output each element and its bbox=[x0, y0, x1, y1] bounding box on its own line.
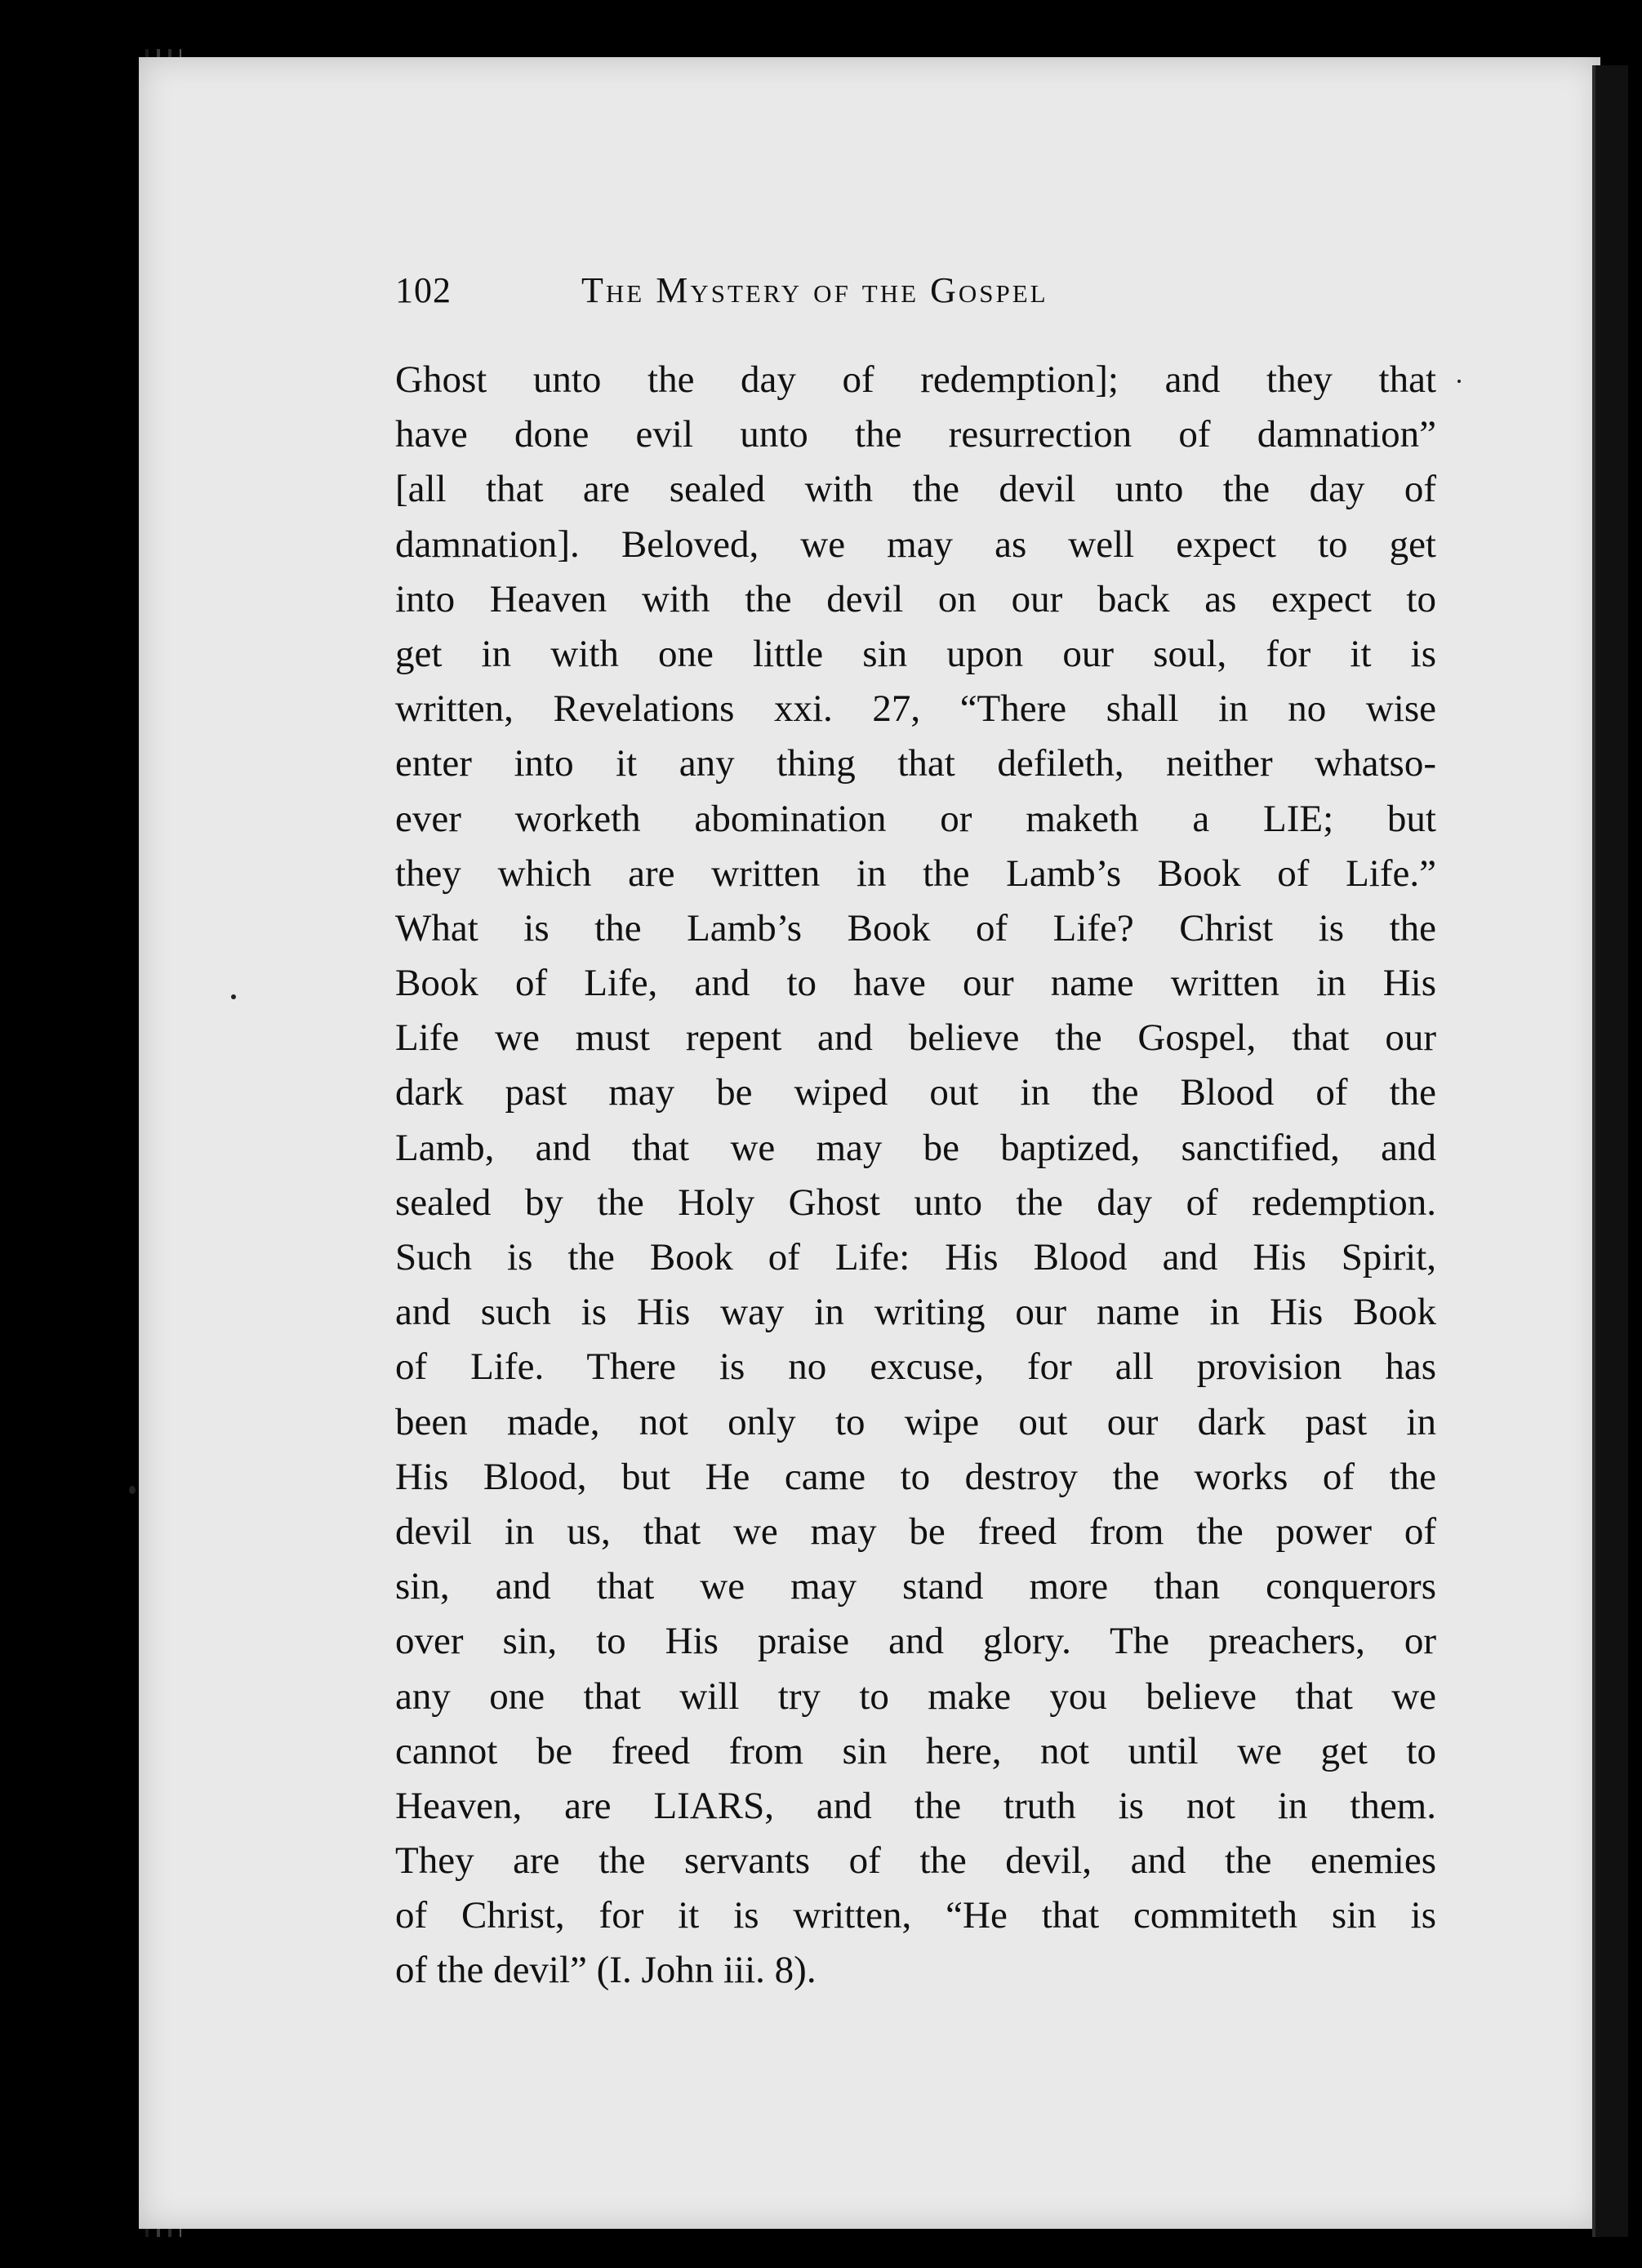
text-line: into Heaven with the devil on our back as expect to bbox=[395, 577, 1436, 620]
book-binding bbox=[1592, 65, 1628, 2237]
ink-speck bbox=[231, 994, 236, 999]
text-line: sin, and that we may stand more than conquerors bbox=[395, 1565, 1436, 1608]
body-text bbox=[395, 353, 1436, 1999]
text-line: get in with one little sin upon our soul, for it is bbox=[395, 632, 1436, 675]
text-line: they which are written in the Lamb’s Book of Life.” bbox=[395, 852, 1436, 895]
text-line: of Christ, for it is written, “He that commiteth sin is bbox=[395, 1894, 1436, 1937]
text-line: devil in us, that we may be freed from the power of bbox=[395, 1510, 1436, 1553]
text-line: Such is the Book of Life: His Blood and His Spirit, bbox=[395, 1236, 1436, 1279]
text-line: any one that will try to make you believe that we bbox=[395, 1674, 1436, 1718]
text-line: and such is His way in writing our name in His Book bbox=[395, 1291, 1436, 1334]
text-line: been made, not only to wipe out our dark past in bbox=[395, 1400, 1436, 1443]
text-line: enter into it any thing that defileth, neither whatso- bbox=[395, 742, 1436, 785]
text-line: dark past may be wiped out in the Blood of the bbox=[395, 1071, 1436, 1114]
ink-speck bbox=[129, 1486, 136, 1494]
page-header bbox=[395, 269, 1440, 318]
text-line: They are the servants of the devil, and the enemies bbox=[395, 1839, 1436, 1883]
text-line: Life we must repent and believe the Gospel, that our bbox=[395, 1016, 1436, 1060]
page-number: 102 bbox=[395, 270, 452, 310]
ink-speck bbox=[1457, 380, 1461, 383]
text-line: His Blood, but He came to destroy the works of the bbox=[395, 1455, 1436, 1498]
text-line: [all that are sealed with the devil unto the day of bbox=[395, 468, 1436, 511]
text-line: of the devil” (I. John iii. 8). bbox=[395, 1949, 817, 1992]
text-line: sealed by the Holy Ghost unto the day of redemption. bbox=[395, 1181, 1436, 1224]
text-line: Heaven, are LIARS, and the truth is not in them. bbox=[395, 1784, 1436, 1827]
text-line: Book of Life, and to have our name written in His bbox=[395, 962, 1436, 1005]
text-line: What is the Lamb’s Book of Life? Christ is the bbox=[395, 906, 1436, 949]
text-line: have done evil unto the resurrection of damnation” bbox=[395, 413, 1436, 456]
text-line: Ghost unto the day of redemption]; and they that bbox=[395, 358, 1436, 401]
text-line: of Life. There is no excuse, for all provision has bbox=[395, 1345, 1436, 1389]
text-line: Lamb, and that we may be baptized, sanctified, and bbox=[395, 1126, 1436, 1169]
text-line: written, Revelations xxi. 27, “There shall in no wise bbox=[395, 687, 1436, 731]
text-line: cannot be freed from sin here, not until we get to bbox=[395, 1729, 1436, 1772]
text-line: over sin, to His praise and glory. The preachers, or bbox=[395, 1620, 1436, 1663]
text-line: damnation]. Beloved, we may as well expect to get bbox=[395, 523, 1436, 566]
text-line: ever worketh abomination or maketh a LIE; but bbox=[395, 797, 1436, 840]
running-title: The Mystery of the Gospel bbox=[581, 270, 1048, 310]
